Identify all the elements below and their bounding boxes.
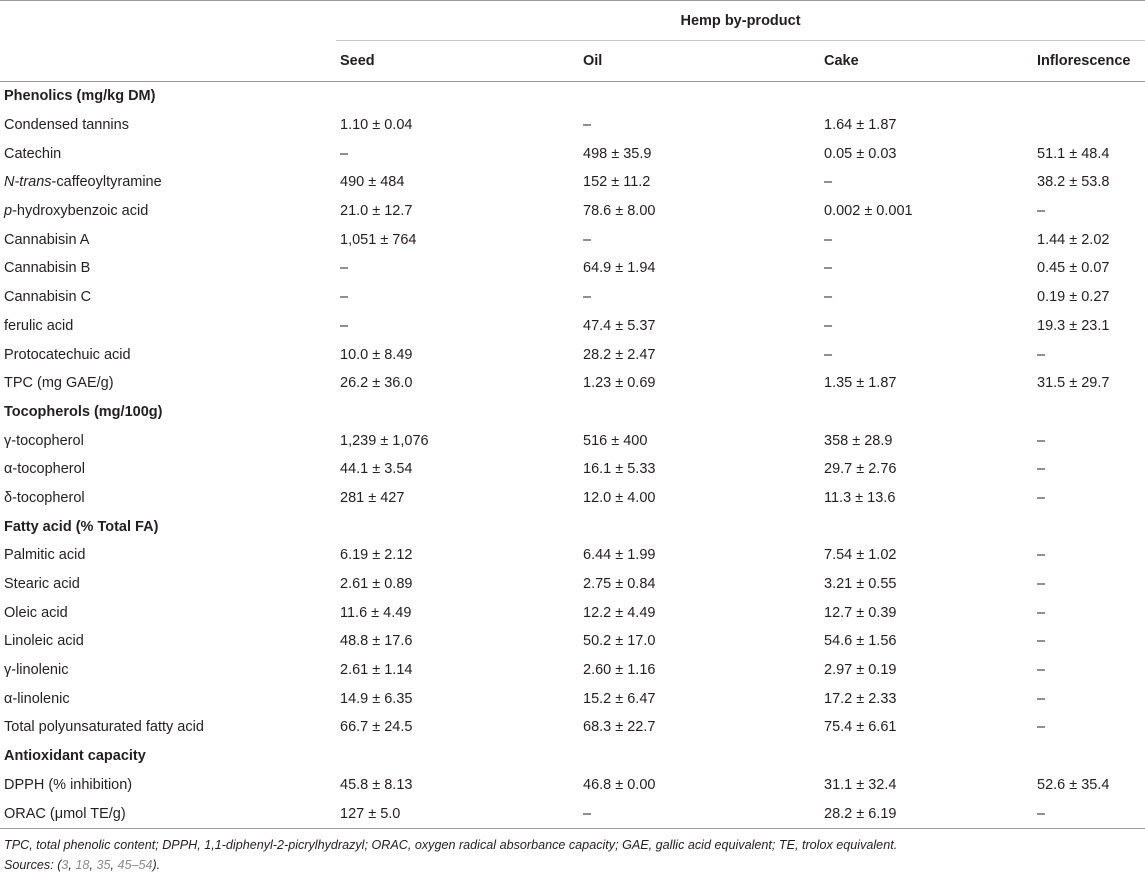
footnote-sources: Sources: (3, 18, 35, 45–54). [4, 857, 161, 872]
table-cell [579, 398, 820, 427]
column-header-row [0, 41, 1145, 82]
row-label-text: Condensed tannins [4, 117, 129, 134]
table-cell: 16.1 ± 5.33 [583, 461, 656, 478]
group-header: Hemp by-product [336, 1, 1145, 41]
table-footnote [0, 829, 1145, 875]
reference-link[interactable]: 45–54 [117, 857, 153, 872]
table-cell [1033, 398, 1145, 427]
table-cell: 1,239 ± 1,076 [340, 432, 429, 449]
table-row [0, 455, 1145, 484]
table-cell: 1.23 ± 0.69 [583, 375, 656, 392]
row-label [0, 312, 336, 341]
table-cell: 52.6 ± 35.4 [1037, 776, 1110, 793]
table-cell: 127 ± 5.0 [336, 799, 579, 828]
row-label-text: Stearic acid [4, 576, 80, 593]
table-cell [820, 512, 1033, 541]
table-row [0, 656, 1145, 685]
table-cell: – [824, 260, 833, 277]
table-cell: – [1037, 719, 1046, 736]
row-label-text: -hydroxybenzoic acid [12, 203, 149, 220]
table-cell: 0.002 ± 0.001 [824, 203, 913, 220]
table-cell: – [1037, 576, 1046, 593]
table-cell [336, 512, 579, 541]
table-cell: 29.7 ± 2.76 [824, 461, 897, 478]
table-cell [820, 398, 1033, 427]
table-cell: 1.44 ± 2.02 [1037, 231, 1110, 248]
table-cell: 78.6 ± 8.00 [583, 203, 656, 220]
table-cell: – [1033, 799, 1145, 828]
table-row [0, 369, 1145, 398]
column-header-inflorescence: Inflorescence [1033, 41, 1145, 82]
table-row [0, 570, 1145, 599]
section-heading [0, 742, 336, 771]
table-row [0, 426, 1145, 455]
row-label-text: Fatty acid (% Total FA) [4, 518, 159, 535]
row-label-text: ORAC (μmol TE/g) [4, 805, 126, 822]
row-label-text: α-linolenic [4, 690, 70, 707]
table-cell: 2.61 ± 1.14 [340, 662, 413, 679]
table-cell: 12.0 ± 4.00 [583, 489, 656, 506]
row-label-text: Palmitic acid [4, 547, 86, 564]
table-body [0, 82, 1145, 829]
table-cell: 15.2 ± 6.47 [583, 690, 656, 707]
table-cell: – [1037, 489, 1046, 506]
footnote-abbreviations: TPC, total phenolic content; DPPH, 1,1-diphenyl-2-picrylhydrazyl; ORAC, oxygen radical absorbance capacity; GAE, gallic acid equivalent; TE, trolox equivalent. [4, 837, 898, 852]
table-cell: 28.2 ± 6.19 [820, 799, 1033, 828]
table-cell: 19.3 ± 23.1 [1037, 317, 1110, 334]
row-label [0, 111, 336, 140]
table-row [0, 340, 1145, 369]
table-cell: – [583, 231, 592, 248]
row-label-text: Catechin [4, 145, 62, 162]
table-cell: – [340, 145, 349, 162]
table-cell: – [340, 289, 349, 306]
sources-prefix: Sources: ( [4, 857, 62, 872]
row-label-text: Antioxidant capacity [4, 748, 146, 765]
table-cell: 45.8 ± 8.13 [340, 776, 413, 793]
row-label-italic: N-trans [4, 174, 52, 191]
group-header-row [0, 1, 1145, 41]
table-cell: – [824, 317, 833, 334]
table-cell: – [583, 117, 592, 134]
table-cell: 12.7 ± 0.39 [824, 604, 897, 621]
table-row [0, 197, 1145, 226]
table-cell: 498 ± 35.9 [583, 145, 652, 162]
row-label-text: ferulic acid [4, 317, 74, 334]
table-cell: 46.8 ± 0.00 [583, 776, 656, 793]
table-cell: 0.05 ± 0.03 [824, 145, 897, 162]
section-heading [0, 398, 336, 427]
table-cell: – [583, 289, 592, 306]
table-cell: 17.2 ± 2.33 [824, 690, 897, 707]
row-label-text: -caffeoyltyramine [51, 174, 162, 191]
table-cell: 152 ± 11.2 [583, 174, 651, 191]
row-label [0, 570, 336, 599]
table-cell: 3.21 ± 0.55 [824, 576, 897, 593]
row-label [0, 541, 336, 570]
row-label [0, 455, 336, 484]
table-row [0, 312, 1145, 341]
row-label-text: Protocatechuic acid [4, 346, 131, 363]
table-cell: 2.61 ± 0.89 [340, 576, 413, 593]
table-cell: 358 ± 28.9 [824, 432, 893, 449]
sources-suffix: ). [152, 857, 161, 872]
table-cell: 66.7 ± 24.5 [340, 719, 413, 736]
table-row [0, 283, 1145, 312]
table-cell: 2.97 ± 0.19 [824, 662, 897, 679]
table-cell: – [824, 174, 833, 191]
row-label [0, 627, 336, 656]
empty-corner-cell [0, 1, 336, 41]
row-label [0, 713, 336, 742]
table-cell: – [824, 289, 833, 306]
table-cell [1033, 82, 1145, 111]
table-cell [1033, 111, 1145, 140]
table-row [0, 168, 1145, 197]
table-cell [1033, 742, 1145, 771]
table-cell: 75.4 ± 6.61 [824, 719, 897, 736]
table-cell: 50.2 ± 17.0 [583, 633, 656, 650]
table-cell: 1,051 ± 764 [340, 231, 417, 248]
row-label-text: δ-tocopherol [4, 489, 85, 506]
table-row [0, 598, 1145, 627]
table-cell: – [1037, 633, 1046, 650]
reference-link[interactable]: 3 [61, 857, 69, 872]
reference-link[interactable]: 18 [75, 857, 90, 872]
table-row [0, 254, 1145, 283]
table-row [0, 139, 1145, 168]
row-label [0, 484, 336, 513]
row-label [0, 656, 336, 685]
table-cell [336, 398, 579, 427]
table-cell: 51.1 ± 48.4 [1037, 145, 1110, 162]
row-label [0, 799, 336, 828]
table-row [0, 627, 1145, 656]
row-label-text: γ-tocopherol [4, 432, 84, 449]
table-cell [820, 82, 1033, 111]
table-cell: – [340, 260, 349, 277]
row-label-text: Oleic acid [4, 604, 68, 621]
table-cell [820, 742, 1033, 771]
table-cell: – [1037, 604, 1046, 621]
table-cell: – [824, 346, 833, 363]
table-row [0, 684, 1145, 713]
table-row [0, 541, 1145, 570]
table-cell: 2.60 ± 1.16 [583, 662, 656, 679]
section-heading [0, 512, 336, 541]
table-cell: 11.3 ± 13.6 [824, 489, 896, 506]
table-cell: – [340, 317, 349, 334]
table-cell: 0.45 ± 0.07 [1037, 260, 1110, 277]
table-cell: 11.6 ± 4.49 [340, 604, 412, 621]
table-cell: 47.4 ± 5.37 [583, 317, 656, 334]
row-label-text: α-tocopherol [4, 461, 85, 478]
table-cell: 31.1 ± 32.4 [824, 776, 897, 793]
table-cell: 12.2 ± 4.49 [583, 604, 656, 621]
row-label-text: Tocopherols (mg/100g) [4, 403, 163, 420]
table-cell: – [1037, 547, 1046, 564]
column-header-blank [0, 41, 336, 82]
table-cell: – [1037, 662, 1046, 679]
column-header-seed: Seed [336, 41, 579, 82]
table-cell: 1.35 ± 1.87 [824, 375, 897, 392]
table-row [0, 713, 1145, 742]
table-cell: 7.54 ± 1.02 [824, 547, 897, 564]
table-cell: 2.75 ± 0.84 [583, 576, 656, 593]
row-label [0, 197, 336, 226]
table-cell: 10.0 ± 8.49 [340, 346, 413, 363]
table-cell: 38.2 ± 53.8 [1037, 174, 1110, 191]
row-label-text: γ-linolenic [4, 662, 69, 679]
row-label [0, 426, 336, 455]
section-row [0, 512, 1145, 541]
table-cell [336, 742, 579, 771]
table-row [0, 111, 1145, 140]
row-label [0, 254, 336, 283]
table-cell: 21.0 ± 12.7 [340, 203, 413, 220]
row-label-text: Linoleic acid [4, 633, 84, 650]
table-cell: – [1037, 203, 1046, 220]
table-cell: 31.5 ± 29.7 [1037, 375, 1110, 392]
table-cell [579, 512, 820, 541]
section-row [0, 398, 1145, 427]
table-cell: 0.19 ± 0.27 [1037, 289, 1110, 306]
row-label [0, 225, 336, 254]
table-cell: 54.6 ± 1.56 [824, 633, 897, 650]
table-cell [579, 82, 820, 111]
row-label [0, 340, 336, 369]
table-cell: – [824, 231, 833, 248]
table-row [0, 484, 1145, 513]
table-cell [336, 82, 579, 111]
row-label [0, 283, 336, 312]
table-cell: 48.8 ± 17.6 [340, 633, 413, 650]
row-label [0, 139, 336, 168]
table-cell [579, 742, 820, 771]
row-label [0, 771, 336, 800]
table-row [0, 225, 1145, 254]
table-cell: – [579, 799, 820, 828]
row-label-text: Total polyunsaturated fatty acid [4, 719, 204, 736]
table-cell: 490 ± 484 [340, 174, 405, 191]
table-cell: – [1037, 432, 1046, 449]
row-label-text: Cannabisin C [4, 289, 92, 306]
table-cell: 68.3 ± 22.7 [583, 719, 656, 736]
table-row [0, 771, 1145, 800]
reference-link[interactable]: 35 [96, 857, 111, 872]
row-label-text: DPPH (% inhibition) [4, 776, 133, 793]
table-cell: – [1037, 346, 1046, 363]
row-label [0, 369, 336, 398]
table-cell: 1.10 ± 0.04 [340, 117, 413, 134]
row-label-text: Cannabisin A [4, 231, 90, 248]
section-row [0, 82, 1145, 111]
row-label [0, 684, 336, 713]
table-cell: 26.2 ± 36.0 [340, 375, 413, 392]
section-row [0, 742, 1145, 771]
table-cell: 44.1 ± 3.54 [340, 461, 413, 478]
table-cell: 14.9 ± 6.35 [340, 690, 413, 707]
table-cell: 28.2 ± 2.47 [583, 346, 656, 363]
column-header-cake: Cake [820, 41, 1033, 82]
table-cell: 516 ± 400 [583, 432, 648, 449]
section-heading [0, 82, 336, 111]
row-label-text: TPC (mg GAE/g) [4, 375, 114, 392]
table-cell: – [1037, 461, 1046, 478]
table-cell: 6.19 ± 2.12 [340, 547, 413, 564]
table-cell: 1.64 ± 1.87 [824, 117, 897, 134]
column-header-oil: Oil [579, 41, 820, 82]
row-label-text: Cannabisin B [4, 260, 91, 277]
row-label-italic: p [4, 203, 13, 220]
table-cell: 64.9 ± 1.94 [583, 260, 656, 277]
row-label [0, 598, 336, 627]
table-row [0, 799, 1145, 828]
table-cell: 281 ± 427 [340, 489, 405, 506]
row-label [0, 168, 336, 197]
table-cell: – [1037, 690, 1046, 707]
row-label-text: Phenolics (mg/kg DM) [4, 88, 156, 105]
table-cell [1033, 512, 1145, 541]
table-cell: 6.44 ± 1.99 [583, 547, 656, 564]
